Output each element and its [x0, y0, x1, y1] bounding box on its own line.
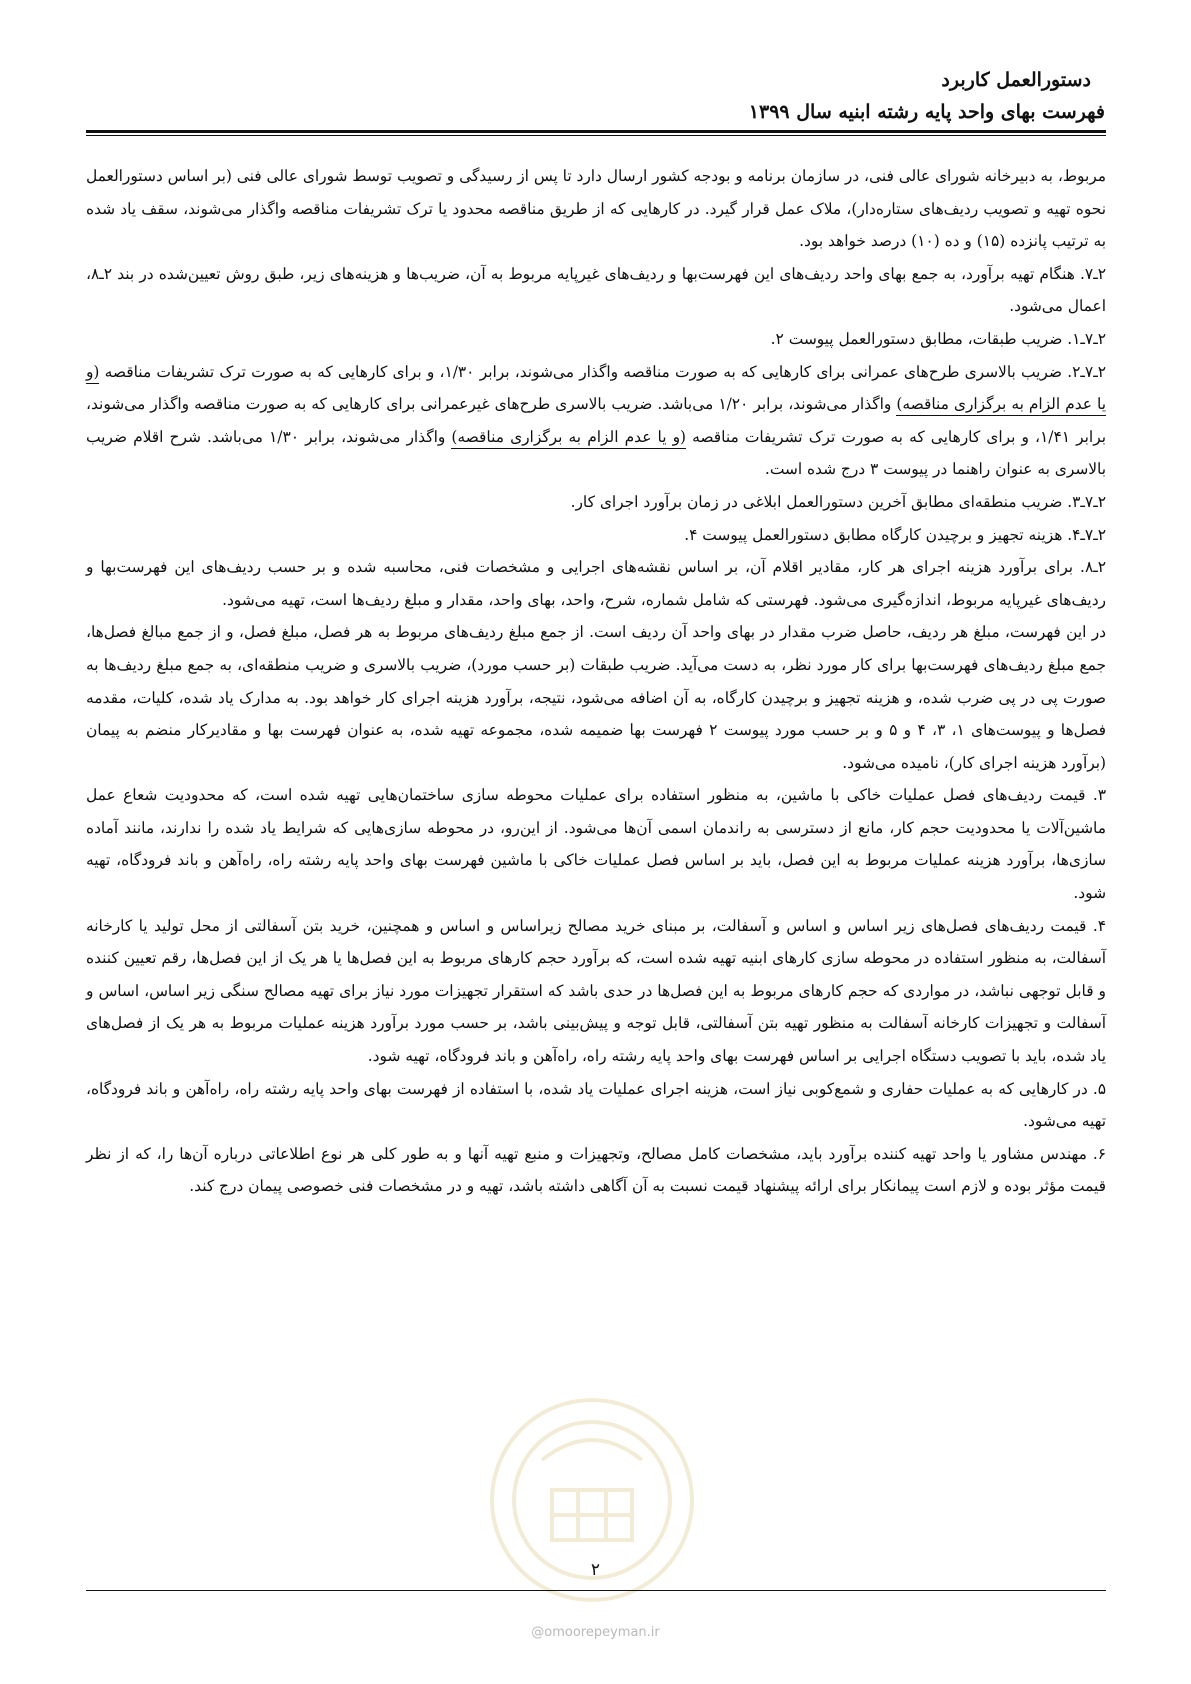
- page-number: ۲: [590, 1560, 601, 1580]
- paragraph-2-8: ۲ـ۸. برای برآورد هزینه اجرای هر کار، مقادیر اقلام آن، بر اساس نقشه‌های اجرایی و مشخصات فنی، محاسبه شده و بر حسب ردیف‌های این فهرست‌بها و ردیف‌های غیرپایه مربوط، اندازه‌گیری می‌شود. فهرستی که شامل شماره، شرح، واحد، بهای واحد، مقدار و مبلغ ردیف‌ها است، تهیه می‌شود.: [86, 558, 1107, 609]
- header-rule-thin: [86, 135, 1106, 136]
- paragraph-2-7-1: ۲ـ۷ـ۱. ضریب طبقات، مطابق دستورالعمل پیوست ۲.: [770, 329, 1106, 348]
- paragraph-2-7-2-part1: ۲ـ۷ـ۲. ضریب بالاسری طرح‌های عمرانی برای کارهایی که به صورت مناقصه واگذار می‌شوند، برابر ۱/۳۰، و برای کارهایی که به صورت ترک تشریفات مناقصه: [99, 362, 1106, 381]
- underlined-phrase-1: (و یا عدم الزام به برگزاری مناقصه): [86, 363, 1106, 417]
- paragraph-continuation: مربوط، به دبیرخانه شورای عالی فنی، در سازمان برنامه و بودجه کشور ارسال دارد تا پس از رسیدگی و تصویب توسط شورای عالی فنی (بر اساس دستورالعمل نحوه تهیه و تصویب ردیف‌های ستاره‌دار)، ملاک عمل قرار گیرد. در کارهایی که از طریق مناقصه محدود یا ترک تشریفات مناقصه واگذار می‌شوند، سقف یاد شده به ترتیب پانزده (۱۵) و ده (۱۰) درصد خواهد بود.: [85, 167, 1106, 251]
- footer-rule: [86, 1590, 1106, 1591]
- page-header: [85, 64, 1105, 128]
- paragraph-2-7: ۲ـ۷. هنگام تهیه برآورد، به جمع بهای واحد ردیف‌های این فهرست‌بها و ردیف‌های غیرپایه مربوط به آن، ضریب‌ها و هزینه‌های زیر، طبق روش تعیین‌شده در بند ۲ـ۸، اعمال می‌شود.: [86, 264, 1106, 316]
- header-rule-thick: [86, 130, 1106, 133]
- paragraph-5: ۵. در کارهایی که به عملیات حفاری و شمع‌کوبی نیاز است، هزینه اجرای عملیات یاد شده، با استفاده از فهرست بهای واحد پایه رشته راه، راه‌آهن و باند فرودگاه، تهیه می‌شود.: [86, 1079, 1106, 1131]
- paragraph-3: ۳. قیمت ردیف‌های فصل عملیات خاکی با ماشین، به منظور استفاده برای عملیات محوطه سازی ساختمان‌هایی تهیه شده است، که محدودیت شعاع عمل ماشین‌آلات یا محدودیت حجم کار، مانع از دسترسی به راندمان اسمی آن‌ها می‌شود. از این‌رو، در محوطه سازی‌هایی که شرایط یاد شده را ندارند، مانند آماده سازی‌ها، برآورد هزینه عملیات مربوط به این فصل، باید بر اساس فصل عملیات خاکی با ماشین فهرست بهای واحد پایه رشته راه، راه‌آهن و باند فرودگاه، تهیه شود.: [86, 786, 1106, 903]
- paragraph-2-7-4: ۲ـ۷ـ۴. هزینه تجهیز و برچیدن کارگاه مطابق دستورالعمل پیوست ۴.: [684, 525, 1106, 544]
- paragraph-6: ۶. مهندس مشاور یا واحد تهیه کننده برآورد باید، مشخصات کامل مصالح، وتجهیزات و منبع تهیه آنها و به طور کلی هر نوع اطلاعاتی درباره آن‌ها را، که از نظر قیمت مؤثر بوده و لازم است پیمانکار برای ارائه پیشنهاد قیمت نسبت به آن آگاهی داشته باشد، تهیه و در مشخصات فنی خصوصی پیمان درج کند.: [86, 1144, 1106, 1196]
- paragraph-2-7-2-part2: واگذار می‌شوند، برابر ۱/۲۰ می‌باشد. ضریب بالاسری طرح‌های غیرعمرانی برای کارهایی که به صورت مناقصه واگذار می‌شوند، برابر ۱/۴۱، و برای کارهایی که به صورت ترک تشریفات مناقصه: [86, 395, 1106, 446]
- paragraph-4: ۴. قیمت ردیف‌های فصل‌های زیر اساس و اساس و آسفالت، بر مبنای خرید مصالح زیراساس و اساس و همچنین، خرید بتن آسفالتی از محل تولید یا کارخانه آسفالت، به منظور استفاده در محوطه سازی کارهای ابنیه تهیه شده است، که برآورد حجم کارهای مربوط به این فصل‌ها یا هر یک از این فصل‌ها، رقم تعیین کننده و قابل توجهی نباشد، در مواردی که حجم کارهای مربوط به این فصل‌ها در حدی باشد که استقرار تجهیزات مورد نیاز برای تهیه مصالح سنگی زیر اساس، اساس و آسفالت و تجهیزات کارخانه آسفالت به منظور تهیه بتن آسفالتی، قابل توجه و پیش‌بینی باشد، بر حسب مورد برآورد هزینه عملیات مربوط به هر یک از فصل‌های یاد شده، باید با تصویب دستگاه اجرایی بر اساس فهرست بهای واحد پایه رشته راه، راه‌آهن و باند فرودگاه، تهیه شود.: [86, 916, 1106, 1066]
- paragraph-2-7-2-part3: واگذار می‌شوند، برابر ۱/۳۰ می‌باشد. شرح اقلام ضریب بالاسری به عنوان راهنما در پیوست ۳ درج شده است.: [86, 427, 1106, 479]
- header-subtitle: فهرست بهای واحد پایه رشته ابنیه سال ۱۳۹۹: [748, 101, 1105, 123]
- document-body: [86, 160, 1106, 1203]
- website-watermark: @omoorepeyman.ir: [531, 1625, 660, 1640]
- header-title: دستورالعمل کاربرد: [941, 69, 1091, 91]
- paragraph-list-calc: در این فهرست، مبلغ هر ردیف، حاصل ضرب مقدار در بهای واحد آن ردیف است. از جمع مبلغ ردیف‌های مربوط به هر فصل، مبلغ فصل، و از جمع مبالغ فصل‌ها، جمع مبلغ ردیف‌های فهرست‌بها برای کار مورد نظر، به دست می‌آید. ضریب طبقات (بر حسب مورد)، ضریب بالاسری و ضریب منطقه‌ای، به جمع مبلغ ردیف‌ها به صورت پی در پی ضرب شده، و هزینه تجهیز و برچیدن کارگاه، به آن اضافه می‌شود، نتیجه، برآورد هزینه اجرای کار خواهد بود. به مدارک یاد شده، کلیات، مقدمه فصل‌ها و پیوست‌های ۱، ۳، ۴ و ۵ و بر حسب مورد پیوست ۲ فهرست بها ضمیمه شده، مجموعه تهیه شده، به عنوان فهرست بها و مقادیرکار منضم به پیمان (برآورد هزینه اجرای کار)، نامیده می‌شود.: [86, 623, 1106, 772]
- underlined-phrase-2: (و یا عدم الزام به برگزاری مناقصه): [451, 428, 686, 449]
- paragraph-2-7-3: ۲ـ۷ـ۳. ضریب منطقه‌ای مطابق آخرین دستورالعمل ابلاغی در زمان برآورد اجرای کار.: [570, 492, 1106, 511]
- paragraph-2-7-2: [86, 356, 1106, 486]
